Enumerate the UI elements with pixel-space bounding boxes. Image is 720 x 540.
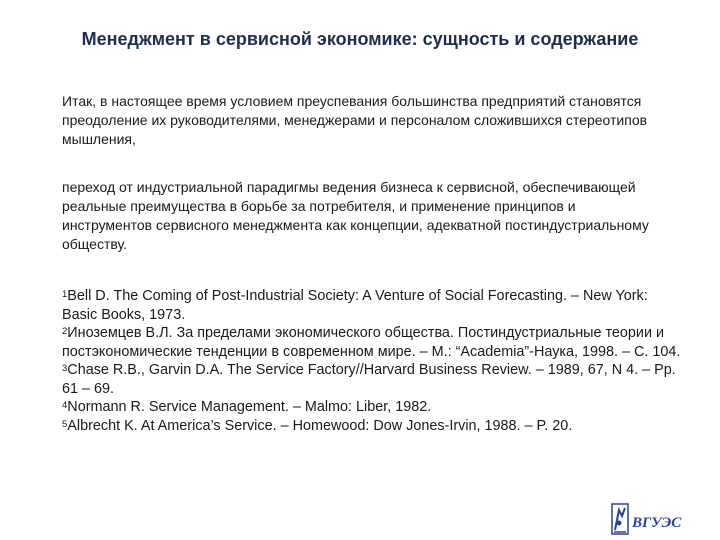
body-paragraph-2: переход от индустриальной парадигмы ведения бизнеса к сервисной, обеспечивающей реальные преимущества в борьбе за потребителя, и применение принципов и инструментов сервисного менеджмента как концепции, адекватной постиндустриальному обществу.	[62, 179, 649, 252]
reference-item	[62, 324, 682, 361]
logo-emblem-icon	[612, 504, 628, 534]
slide-title: Менеджмент в сервисной экономике: сущность и содержание	[81, 29, 639, 49]
reference-item	[62, 398, 682, 417]
university-logo	[610, 502, 698, 536]
body-paragraph-1: Итак, в настоящее время условием преуспевания большинства предприятий становятся преодоление их руководителями, менеджерами и персоналом сложившихся стереотипов мышления,	[62, 93, 648, 147]
reference-text: Albrecht K. At America’s Service. – Homewood: Dow Jones-Irvin, 1988. – P. 20.	[67, 417, 573, 434]
reference-number: 1	[62, 289, 68, 300]
reference-number: 4	[62, 400, 68, 411]
reference-item	[62, 361, 682, 398]
reference-text: Chase R.B., Garvin D.A. The Service Factory//Harvard Business Review. – 1989, 67, N 4. – Pp. 61 – 69.	[62, 362, 676, 397]
reference-number: 2	[62, 326, 68, 337]
reference-text: Normann R. Service Management. – Malmo: Liber, 1982.	[67, 399, 432, 415]
reference-text: Bell D. The Coming of Post-Industrial Society: A Venture of Social Forecasting. – New York: Basic Books, 1973.	[62, 288, 648, 323]
reference-item	[62, 417, 682, 436]
logo-text: ВГУЭС	[632, 515, 682, 531]
reference-text: Иноземцев В.Л. За пределами экономического общества. Постиндустриальные теории и постэкономические тенденции в современном мире. – М.: “Academia”-Наука, 1998. – С. 104.	[62, 325, 681, 360]
reference-item	[62, 287, 682, 324]
reference-number: 3	[62, 363, 68, 374]
reference-number: 5	[62, 418, 68, 430]
references-list	[62, 287, 682, 435]
